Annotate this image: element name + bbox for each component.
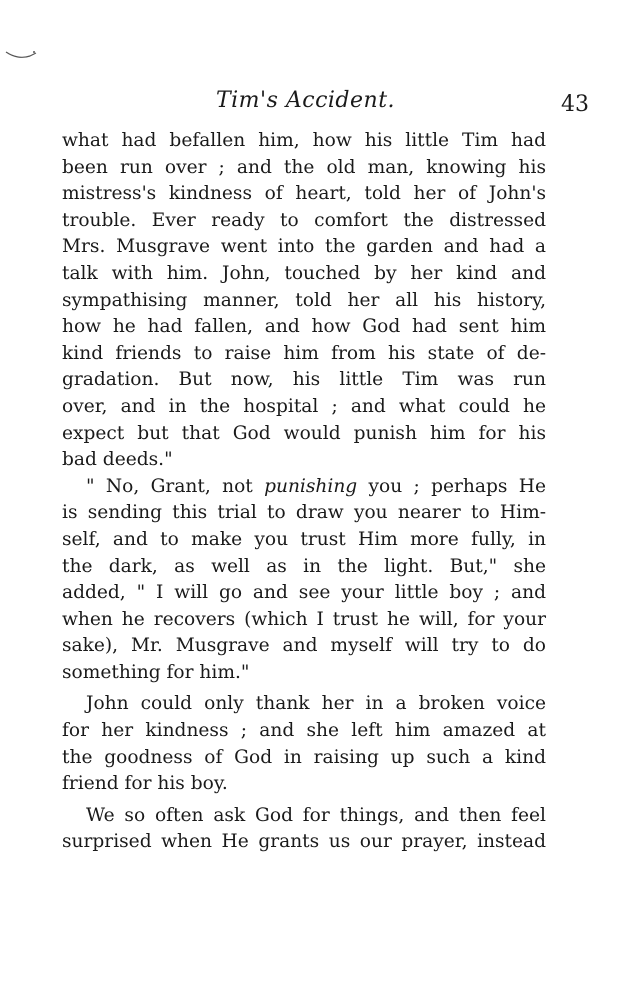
text-line: We so often ask God for things, and then feel [86,804,546,826]
text-line: talk with him. John, touched by her kind and [62,262,546,284]
paragraph-2 [62,474,546,687]
emphasis-text: punishing [264,475,358,497]
paragraph-1 [62,128,546,474]
text-line: over, and in the hospital ; and what could he [62,395,546,417]
text-line: self, and to make you trust Him more fully, in [62,528,546,550]
text-line: surprised when He grants us our prayer, instead [62,831,546,853]
text-line: expect but that God would punish him for his [62,422,546,444]
text-line: trouble. Ever ready to comfort the distressed [62,209,546,231]
ink-mark [4,44,38,64]
page-number: 43 [561,92,589,117]
text-line: the dark, as well as in the light. But," she [62,555,546,577]
body-text [62,128,546,856]
text-line [62,474,546,501]
text-line: when he recovers (which I trust he will, for your [62,608,546,630]
text-line: sake), Mr. Musgrave and myself will try to do [62,635,546,657]
paragraph-4 [62,803,546,856]
text-line: the goodness of God in raising up such a kind [62,746,546,768]
line-text: you ; perhaps He [357,475,546,497]
text-line: mistress's kindness of heart, told her of John's [62,183,546,205]
line-text: " No, Grant, not [86,475,265,497]
text-line: kind friends to raise him from his state of de- [62,342,546,364]
text-line: added, " I will go and see your little boy ; and [62,582,546,604]
text-line: John could only thank her in a broken voice [86,693,546,715]
page-header [62,88,589,120]
running-title: Tim's Accident. [215,88,396,113]
text-line: gradation. But now, his little Tim was run [62,369,546,391]
text-line: bad deeds." [62,449,173,471]
text-line: Mrs. Musgrave went into the garden and had a [62,236,546,258]
paragraph-3 [62,691,546,797]
text-line: been run over ; and the old man, knowing his [62,156,546,178]
text-line: is sending this trial to draw you nearer to Him- [62,502,546,524]
text-line: what had befallen him, how his little Tim had [62,130,546,151]
text-line: sympathising manner, told her all his history, [62,289,546,311]
text-line: friend for his boy. [62,773,228,795]
text-line: how he had fallen, and how God had sent him [62,316,546,338]
text-line: something for him." [62,661,250,683]
text-line: for her kindness ; and she left him amazed at [62,720,546,742]
